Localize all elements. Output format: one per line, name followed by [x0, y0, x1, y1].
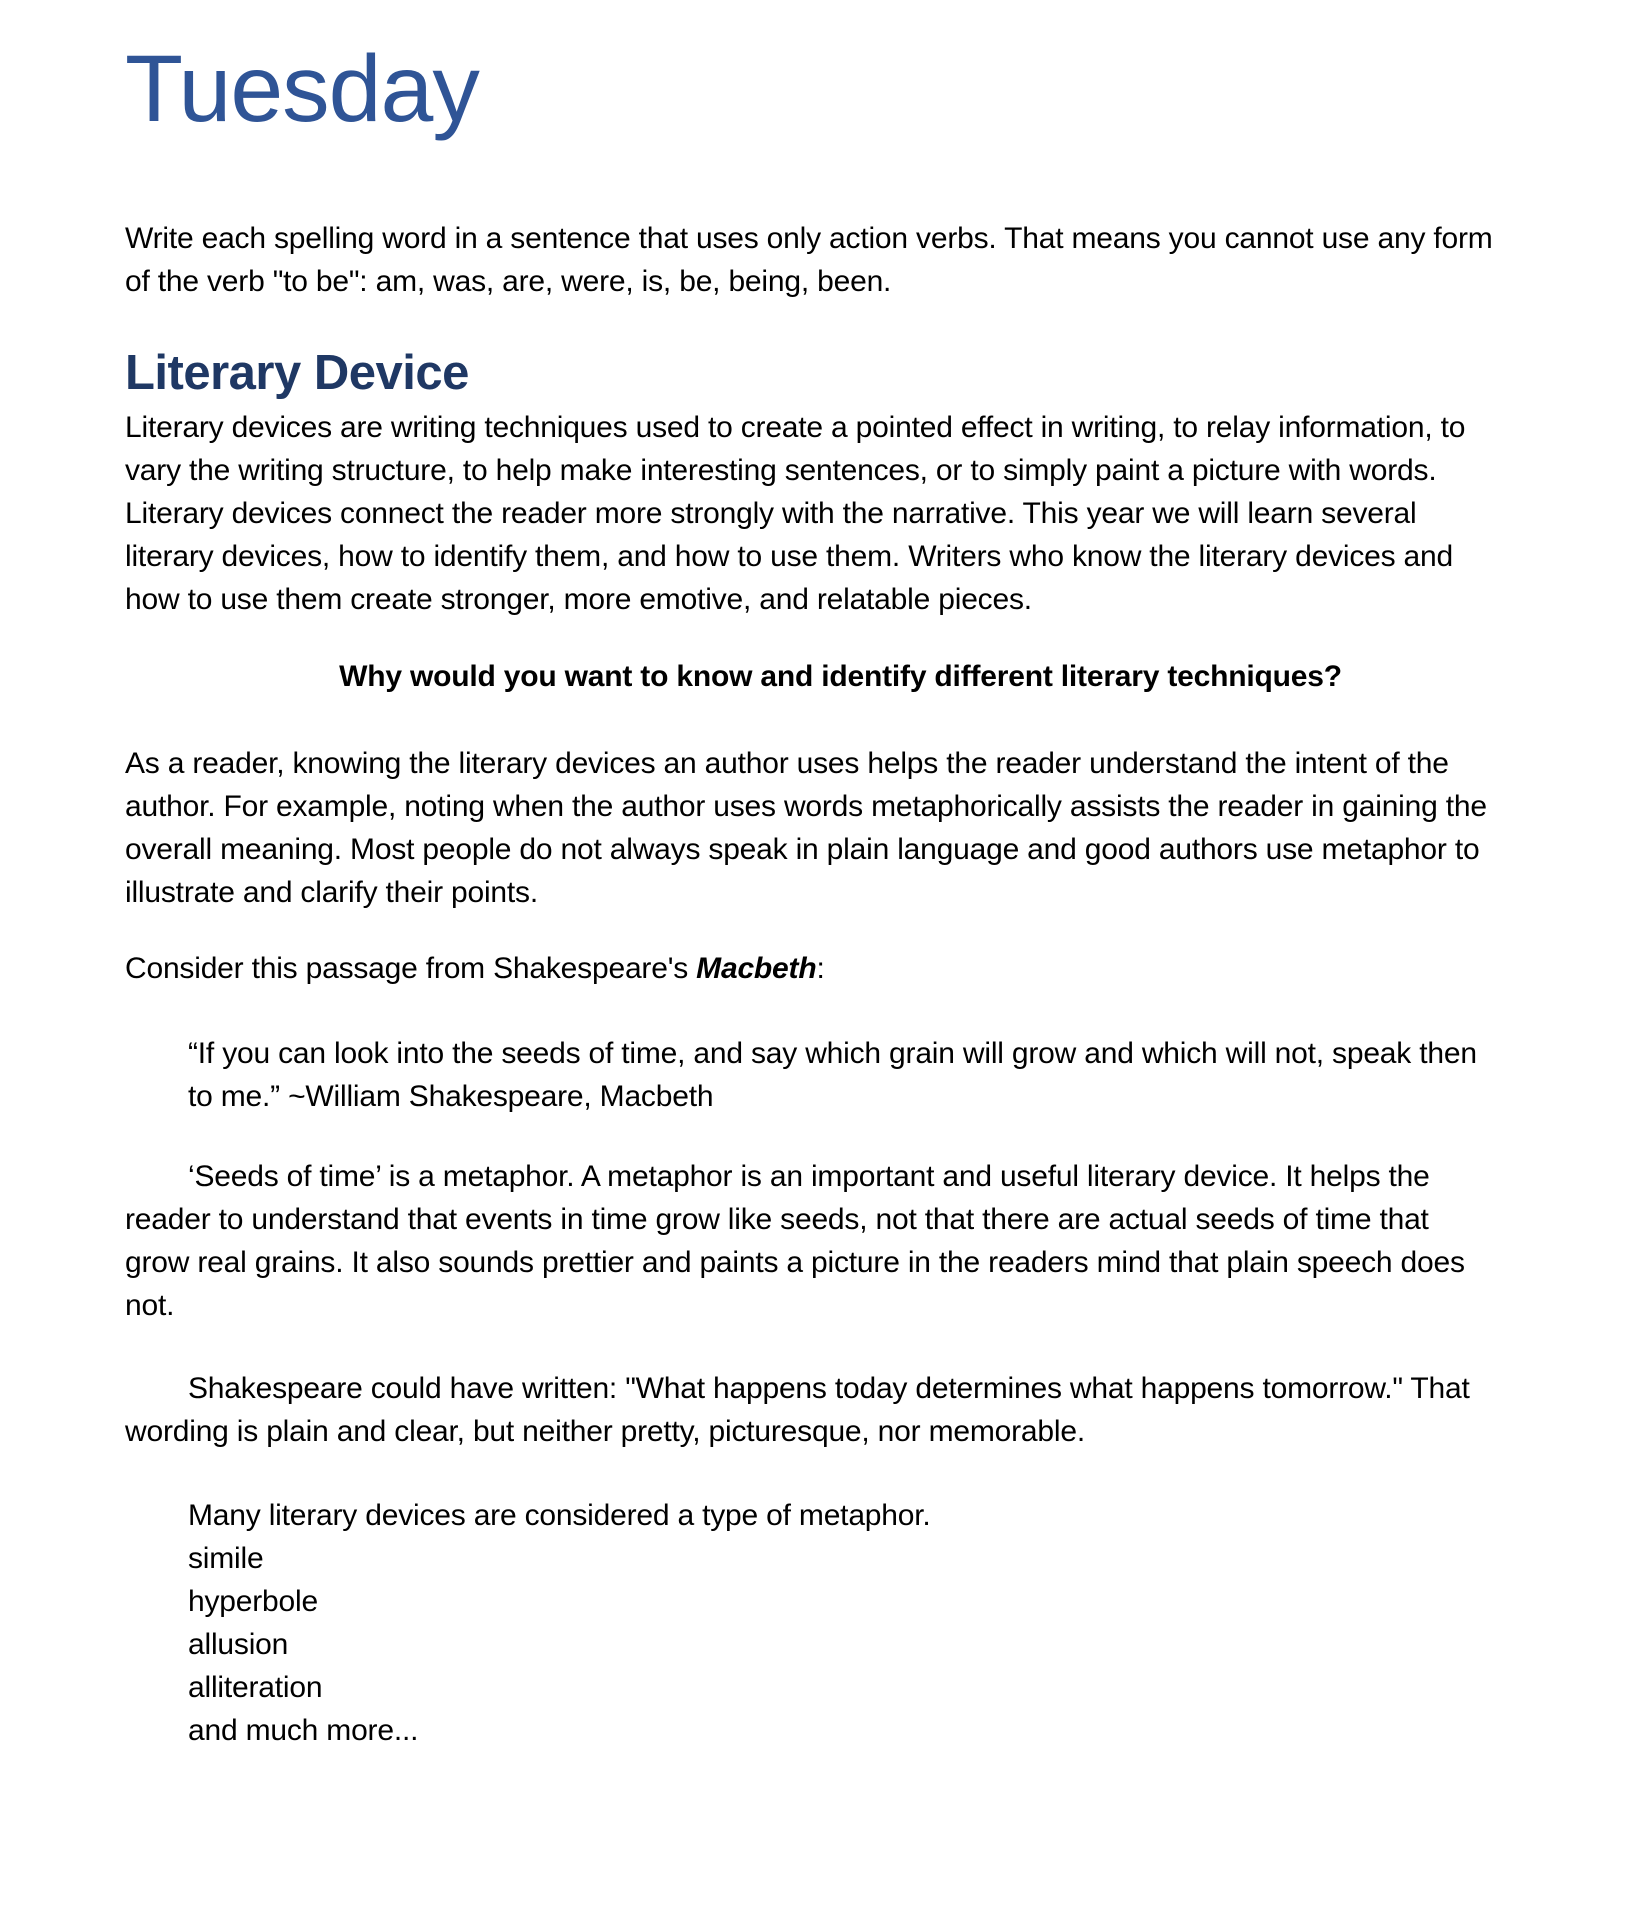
spelling-instructions-paragraph: Write each spelling word in a sentence that uses only action verbs. That means you cannot use any form of the verb "to be": am, was, are, were, is, be, being, been.	[125, 222, 1493, 298]
list-intro-line: Many literary devices are considered a type of metaphor.	[188, 1499, 931, 1532]
page-title: Tuesday	[125, 36, 479, 142]
list-item: simile	[188, 1542, 264, 1575]
list-item: allusion	[188, 1628, 289, 1661]
metaphor-type-list	[188, 1494, 1496, 1752]
consider-suffix-text: :	[816, 952, 825, 985]
seeds-of-time-paragraph: ‘Seeds of time’ is a metaphor. A metaphor is an important and useful literary device. It helps the reader to understand that events in time grow like seeds, not that there are actual seeds of time that grow real grains. It also sounds prettier and paints a picture in the readers mind that plain speech does not.	[125, 1160, 1465, 1322]
consider-prefix-text: Consider this passage from Shakespeare's	[125, 952, 697, 985]
literary-device-intro-paragraph: Literary devices are writing techniques used to create a pointed effect in writing, to relay information, to vary the writing structure, to help make interesting sentences, or to simply paint a picture with words. Literary devices connect the reader more strongly with the narrative. This year we will learn several literary devices, how to identify them, and how to use them. Writers who know the literary devices and how to use them create stronger, more emotive, and relatable pieces.	[125, 411, 1466, 616]
list-item: and much more...	[188, 1714, 419, 1747]
list-item: hyperbole	[188, 1585, 318, 1618]
section-heading-literary-device: Literary Device	[125, 346, 469, 400]
macbeth-quote-block: “If you can look into the seeds of time, and say which grain will grow and which will not, speak then to me.” ~William Shakespeare, Macbeth	[188, 1037, 1477, 1113]
reader-explanation-paragraph: As a reader, knowing the literary devices an author uses helps the reader understand the intent of the author. For example, noting when the author uses words metaphorically assists the reader in gaining the overall meaning. Most people do not always speak in plain language and good authors use metaphor to illustrate and clarify their points.	[125, 747, 1487, 909]
plain-wording-paragraph: Shakespeare could have written: "What happens today determines what happens tomorrow." That wording is plain and clear, but neither pretty, picturesque, nor memorable.	[125, 1372, 1470, 1448]
centered-question-heading: Why would you want to know and identify different literary techniques?	[339, 660, 1342, 693]
work-title-macbeth: Macbeth	[696, 952, 817, 985]
consider-passage-line	[125, 947, 1496, 990]
list-item: alliteration	[188, 1671, 323, 1704]
